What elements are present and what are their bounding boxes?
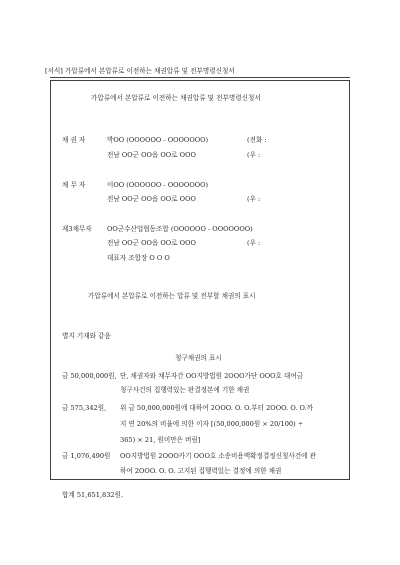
section-title: 가압류에서 본압류로 이전하는 압류 및 전부할 채권의 표시 — [88, 292, 256, 300]
creditor-address: 전남 OO군 OO읍 OO로 OOO — [107, 151, 196, 159]
claim-amount: 금 50,000,000원, — [62, 372, 117, 380]
debtor-address: 전남 OO군 OO읍 OO로 OOO — [107, 195, 196, 203]
claim-line: 위 금 50,000,000원에 대하여 2OOO. O. O.부터 2OOO. O. O.까 — [120, 404, 314, 412]
claim-line: 청구사건의 집행력있는 판결정본에 기한 채권 — [120, 386, 250, 394]
third-debtor-name: OO군수산업협동조합 (OOOOOO - OOOOOOO) — [107, 225, 253, 233]
claim-line: 하여 2OOO. O. O. 고지된 집행력있는 결정에 의한 채권 — [120, 467, 282, 475]
claim-title: 청구채권의 표시 — [175, 354, 222, 362]
creditor-label: 채 권 자 — [62, 136, 86, 144]
claim-line: OO지방법원 2OOO카기 OOO호 소송비용액확정결정신청사건에 관 — [120, 452, 316, 460]
header-rule — [50, 77, 350, 78]
claim-line: 지 연 20%의 비율에 의한 이자 [(50,000,000원 × 20/100) ÷ — [120, 420, 304, 428]
claim-amount: 금 1,076,490원 — [62, 452, 111, 460]
form-header: [서식] 가압류에서 본압류로 이전하는 채권압류 및 전부명령신청서 — [45, 67, 235, 75]
claim-line: 단, 채권자와 채무자간 OO지방법원 2OOO가단 OOO호 대여금 — [120, 372, 304, 380]
third-debtor-address: 전남 OO군 OO읍 OO로 OOO — [107, 239, 196, 247]
claim-amount: 금 575,342원, — [62, 404, 107, 412]
third-debtor-representative: 대표자 조합장 O O O — [107, 254, 170, 262]
claim-line: 365) × 21, 원미만은 버림] — [120, 436, 201, 444]
attachment-note: 별지 기재와 같음 — [62, 332, 111, 340]
debtor-label: 채 무 자 — [62, 181, 86, 189]
total-amount: 합계 51,651,832원. — [62, 491, 124, 499]
debtor-zip: (우 : — [247, 195, 261, 203]
debtor-name: 이OO (OOOOOO - OOOOOOO) — [107, 181, 209, 189]
box-title: 가압류에서 본압류로 이전하는 채권압류 및 전부명령신청서 — [91, 94, 261, 102]
creditor-zip: (우 : — [247, 151, 261, 159]
third-debtor-zip: (우 : — [247, 239, 261, 247]
creditor-phone: (전화 : — [247, 136, 267, 144]
third-debtor-label: 제3채무자 — [62, 225, 92, 233]
creditor-name: 박OO (OOOOOO - OOOOOOO) — [107, 136, 209, 144]
